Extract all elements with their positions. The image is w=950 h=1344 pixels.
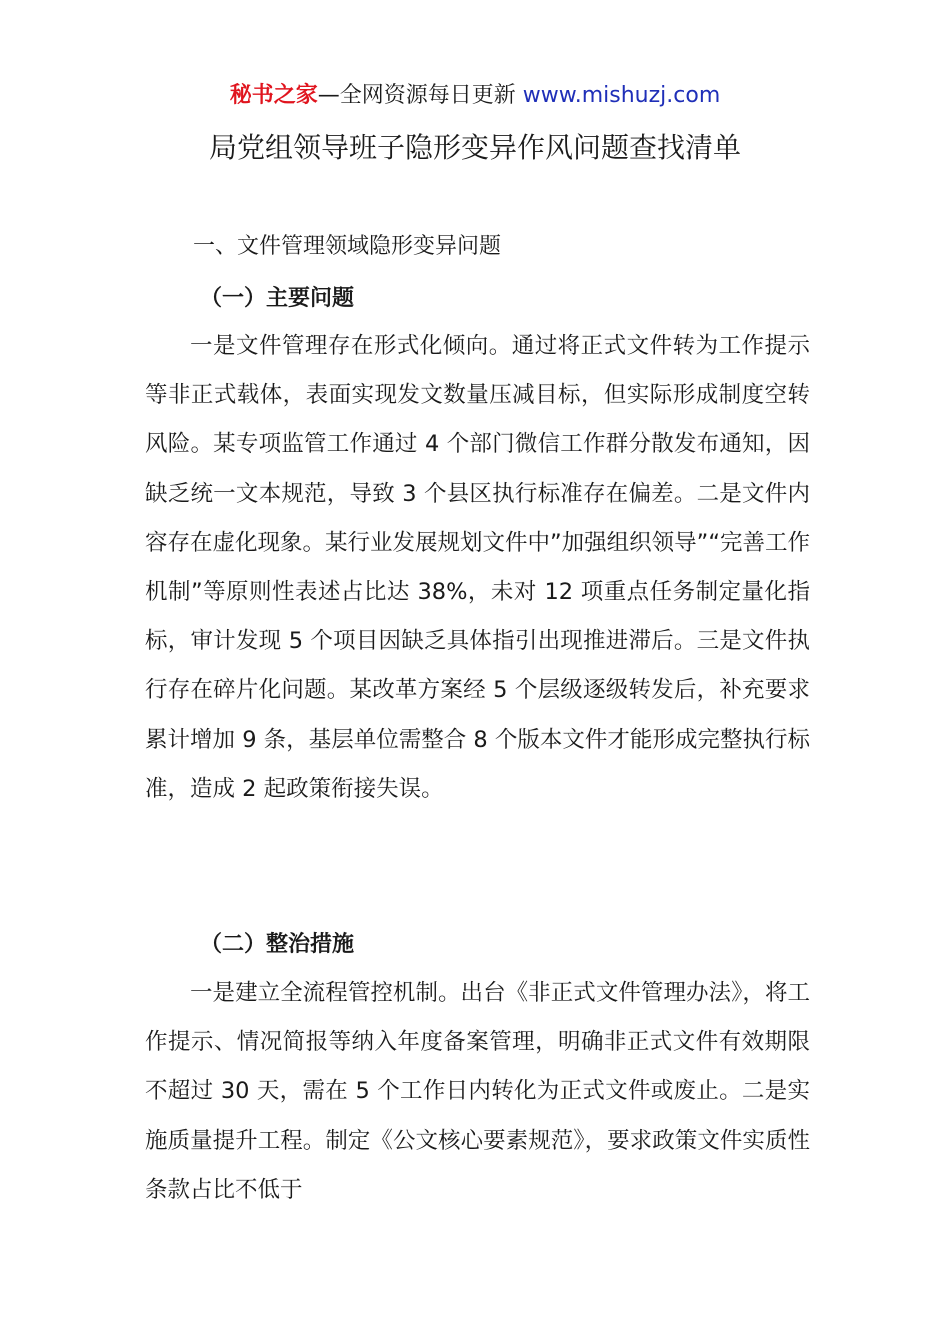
section-heading: 一、文件管理领域隐形变异问题 (193, 234, 502, 259)
document-title: 局党组领导班子隐形变异作风问题查找清单 (208, 131, 741, 164)
banner-tagline: —全网资源每日更新 (317, 83, 523, 108)
paragraph-measures: 一是建立全流程管控机制。出台《非正式文件管理办法》，将工作提示、情况简报等纳入年度备案管理，明确非正式文件有效期限不超过 30 天，需在 5 个工作日内转化为正式文件或废止。二是实施质量提升工程。制定《公文核心要素规范》，要求政策文件实质性条款占比不低于 (145, 980, 810, 1203)
paragraph-problems: 一是文件管理存在形式化倾向。通过将正式文件转为工作提示等非正式载体，表面实现发文数量压减目标，但实际形成制度空转风险。某专项监管工作通过 4 个部门微信工作群分散发布通知，因缺乏统一文本规范，导致 3 个县区执行标准存在偏差。二是文件内容存在虚化现象。某行业发展规划文件中”加强组织领导”“完善工作机制”等原则性表述占比达 38%，未对 12 项重点任务制定量化指标，审计发现 5 个项目因缺乏具体指引出现推进滞后。三是文件执行存在碎片化问题。某改革方案经 5 个层级逐级转发后，补充要求累计增加 9 条，基层单位需整合 8 个版本文件才能形成完整执行标准，造成 2 起政策衔接失误。 (145, 333, 810, 802)
subsection-heading-measures: （二）整治措施 (200, 932, 355, 957)
subsection-heading-problems: （一）主要问题 (200, 286, 355, 311)
brand-name: 秘书之家 (229, 83, 318, 108)
site-banner (0, 78, 950, 114)
site-url-link[interactable]: www.mishuzj.com (522, 83, 721, 108)
